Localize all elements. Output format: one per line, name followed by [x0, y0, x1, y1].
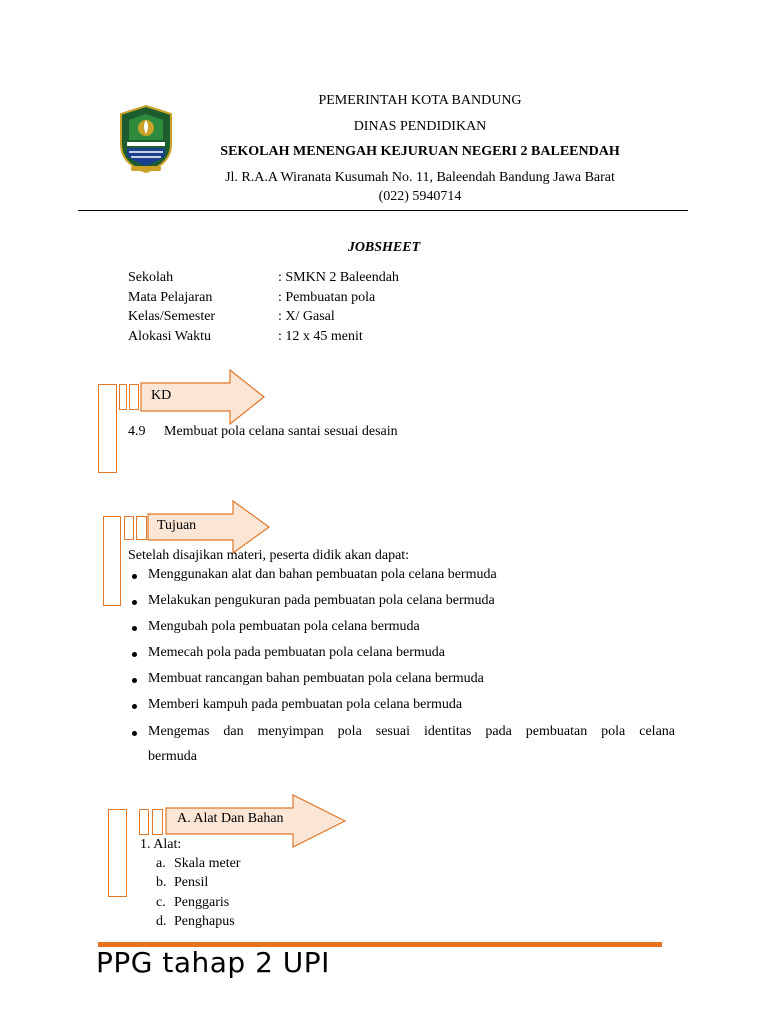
list-item: Memberi kampuh pada pembuatan pola celana bermuda	[148, 697, 462, 713]
info-row-subject	[128, 290, 375, 306]
tujuan-small-bar	[124, 516, 134, 540]
header-government: PEMERINTAH KOTA BANDUNG	[318, 93, 522, 108]
tujuan-intro: Setelah disajikan materi, peserta didik akan dapat:	[128, 548, 410, 563]
bullet-icon	[132, 652, 137, 657]
kd-number: 4.9	[128, 424, 146, 439]
info-row-class	[128, 309, 335, 325]
kd-side-bar	[98, 384, 117, 473]
list-item: Mengemas dan menyimpan pola sesuai identitas pada pembuatan pola celana	[148, 724, 675, 740]
bullet-icon	[132, 704, 137, 709]
alat-item-letter: c.	[156, 895, 166, 910]
alat-small-bar	[139, 809, 149, 835]
list-item: Membuat rancangan bahan pembuatan pola celana bermuda	[148, 671, 484, 687]
kd-label: KD	[151, 388, 172, 403]
header-divider	[78, 210, 688, 211]
header-department: DINAS PENDIDIKAN	[353, 119, 487, 134]
tujuan-side-bar	[103, 516, 121, 606]
info-value: : 12 x 45 menit	[278, 329, 363, 344]
bullet-icon	[132, 574, 137, 579]
bullet-icon	[132, 678, 137, 683]
kd-small-bar	[119, 384, 127, 410]
info-row-school	[128, 270, 399, 286]
alat-item: Pensil	[174, 875, 209, 890]
school-logo	[117, 104, 175, 174]
alat-item-letter: a.	[156, 856, 166, 871]
info-label: Kelas/Semester	[128, 309, 216, 324]
list-item: Melakukan pengukuran pada pembuatan pola celana bermuda	[148, 593, 495, 609]
bullet-icon	[132, 731, 137, 736]
info-label: Sekolah	[128, 270, 174, 285]
info-row-time	[128, 329, 363, 345]
list-item-continuation: bermuda	[148, 749, 197, 764]
bullet-icon	[132, 600, 137, 605]
info-label: Mata Pelajaran	[128, 290, 213, 305]
alat-side-bar	[108, 809, 127, 897]
info-label: Alokasi Waktu	[128, 329, 211, 344]
info-value: : SMKN 2 Baleendah	[278, 270, 399, 285]
alat-item: Skala meter	[174, 856, 241, 871]
header-phone: (022) 5940714	[378, 189, 462, 204]
list-item: Mengubah pola pembuatan pola celana bermuda	[148, 619, 420, 635]
header-address: Jl. R.A.A Wiranata Kusumah No. 11, Baleendah Bandung Jawa Barat	[225, 170, 615, 185]
alat-item-letter: d.	[156, 914, 167, 929]
tujuan-label: Tujuan	[157, 518, 197, 533]
alat-small-bar	[152, 809, 163, 835]
alat-label: A. Alat Dan Bahan	[177, 811, 284, 826]
alat-section-heading: 1. Alat:	[140, 837, 182, 852]
bullet-icon	[132, 626, 137, 631]
kd-text: Membuat pola celana santai sesuai desain	[164, 424, 398, 439]
alat-item-letter: b.	[156, 875, 167, 890]
kd-small-bar	[129, 384, 139, 410]
tujuan-small-bar	[136, 516, 147, 540]
info-value: : Pembuatan pola	[278, 290, 376, 305]
list-item: Menggunakan alat dan bahan pembuatan pola celana bermuda	[148, 567, 497, 583]
info-value: : X/ Gasal	[278, 309, 335, 324]
list-item: Memecah pola pada pembuatan pola celana bermuda	[148, 645, 445, 661]
header-school: SEKOLAH MENENGAH KEJURUAN NEGERI 2 BALEENDAH	[220, 144, 620, 159]
footer-watermark: PPG tahap 2 UPI	[96, 946, 330, 979]
alat-item: Penggaris	[174, 895, 230, 910]
page-title: JOBSHEET	[347, 240, 421, 255]
alat-item: Penghapus	[174, 914, 235, 929]
